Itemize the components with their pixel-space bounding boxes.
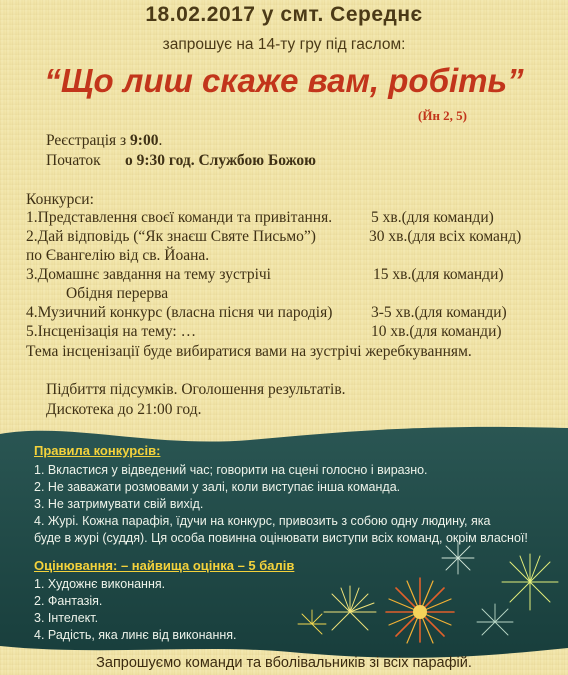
contest-item-2-duration: 30 хв.(для всіх команд) [369, 228, 522, 245]
contest-item-4-duration: 3-5 хв.(для команди) [371, 304, 507, 321]
contest-item-5: 5.Інсценізація на тему: … [26, 323, 197, 340]
grading-item-2: 2. Фантазія. [34, 594, 103, 608]
start-label: Початок [46, 152, 101, 169]
registration-end: . [158, 132, 163, 149]
start-detail: о 9:30 год. Службою Божою [125, 152, 317, 169]
fireworks-icon [290, 540, 568, 655]
rule-item-1: 1. Вкластися у відведений час; говорити на сцені голосно і виразно. [34, 463, 428, 477]
grading-item-3: 3. Інтелект. [34, 611, 99, 625]
event-date-line: 18.02.2017 у смт. Середнє [145, 3, 423, 26]
scripture-citation: (Йн 2, 5) [418, 108, 468, 123]
contests-heading: Конкурси: [26, 191, 94, 208]
lunch-break: Обідня перерва [66, 285, 169, 302]
invite-line: запрошує на 14-ту гру під гаслом: [162, 36, 406, 53]
contest-item-1-duration: 5 хв.(для команди) [371, 209, 494, 226]
start-line [46, 152, 317, 170]
grading-heading: Оцінювання: – найвища оцінка – 5 балів [34, 558, 295, 573]
contest-item-2-continuation: по Євангелію від св. Йоана. [26, 247, 210, 264]
contest-item-4: 4.Музичний конкурс (власна пісня чи пародія) [26, 304, 333, 321]
rules-panel [0, 420, 568, 675]
contests-note: Тема інсценізації буде вибиратися вами на зустрічі жеребкуванням. [26, 343, 472, 360]
contest-item-3: 3.Домашнє завдання на тему зустрічі [26, 266, 271, 283]
grading-item-4: 4. Радість, яка линє від виконання. [34, 628, 237, 642]
grading-item-1: 1. Художнє виконання. [34, 577, 166, 591]
rule-item-4: 4. Журі. Кожна парафія, їдучи на конкурс, привозить з собою одну людину, яка [34, 514, 491, 528]
rule-item-3: 3. Не затримувати свій вихід. [34, 497, 204, 511]
slogan-title: “Що лиш скаже вам, робіть” [44, 62, 524, 99]
disco-line: Дискотека до 21:00 год. [46, 401, 202, 418]
rule-item-2: 2. Не заважати розмовами у залі, коли виступає інша команда. [34, 480, 401, 494]
results-line: Підбиття підсумків. Оголошення результатів. [46, 381, 346, 398]
registration-label: Реєстрація з [46, 132, 131, 149]
contest-item-5-duration: 10 хв.(для команди) [371, 323, 502, 340]
registration-time: 9:00 [130, 132, 159, 149]
rule-item-4-continuation: буде в журі (суддя). Ця особа повинна оцінювати виступи всіх команд, окрім власної! [34, 531, 528, 545]
registration-line [46, 132, 162, 150]
contest-item-3-duration: 15 хв.(для команди) [373, 266, 504, 283]
footer-invitation: Запрошуємо команди та вболівальників зі всіх парафій. [96, 655, 472, 671]
contest-item-2: 2.Дай відповідь (“Як знаєш Святе Письмо”) [26, 228, 316, 245]
contest-item-1: 1.Представлення своєї команди та привітання. [26, 209, 333, 226]
rules-heading: Правила конкурсів: [34, 443, 161, 458]
